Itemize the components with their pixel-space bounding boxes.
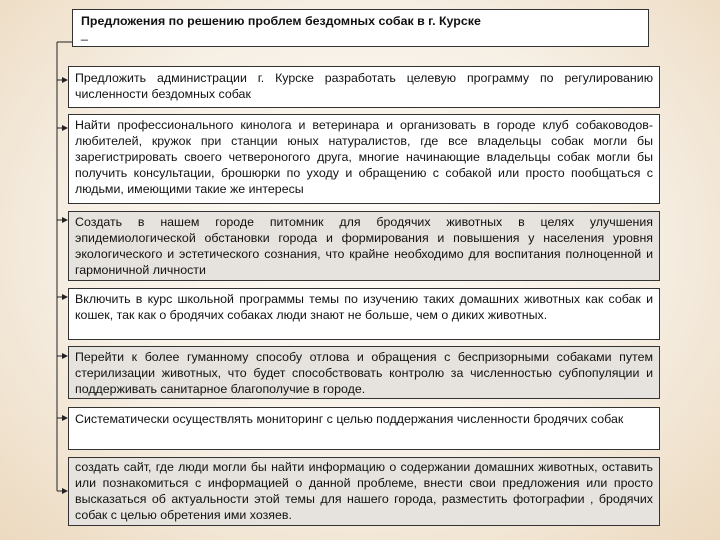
proposal-text: Систематически осуществлять мониторинг с целью поддержания численности бродячих собак <box>75 412 624 426</box>
proposal-text: Предложить администрации г. Курске разработать целевую программу по регулированию численности бездомных собак <box>75 71 653 101</box>
proposal-text: Найти профессионального кинолога и ветеринара и организовать в городе клуб собаководов-любителей, кружок при станции юных натуралистов, где все владельцы собак могли бы зарегистрировать своего четвероногого друга, многие начинающие владельцы собак могли бы получить консультации, брошюрки по уходу и обращению с собакой или просто пообщаться с людьми, имеющими такие же интересы <box>75 118 653 196</box>
proposal-text: Создать в нашем городе питомник для бродячих животных в целях улучшения эпидемиологической обстановки города и формирования и повышения у населения уровня экологического и эстетического сознания, что крайне необходимо для воспитания полноценной и гармоничной личности <box>75 215 653 277</box>
title-underscore-mark: _ <box>81 27 88 41</box>
proposal-text: Включить в курс школьной программы темы по изучению таких домашних животных как собак и кошек, так как о бродячих собаках люди знают не больше, чем о диких животных. <box>75 292 653 322</box>
proposal-box-website <box>68 457 660 526</box>
proposal-box-sterilization <box>68 346 660 399</box>
proposal-text: Перейти к более гуманному способу отлова и обращения с беспризорными собаками путем стерилизации животных, что будет способствовать контролю за численностью субпопуляции и поддерживать санитарное благополучие в городе. <box>75 350 653 396</box>
diagram-title-box <box>72 9 649 47</box>
connector-branches <box>57 80 63 491</box>
proposal-box-animal-shelter <box>68 211 660 281</box>
proposal-box-admin-program <box>68 66 660 108</box>
proposal-box-monitoring <box>68 407 660 450</box>
proposal-text: создать сайт, где люди могли бы найти информацию о содержании домашних животных, оставить или познакомиться с информацией о данной проблеме, внести свои предложения или просто высказаться об актуальности этой темы для нашего города, разместить фотографии , бродячих собак с целью обретения ими хозяев. <box>75 460 653 522</box>
proposal-box-school-program <box>68 288 660 340</box>
diagram-title: Предложения по решению проблем бездомных собак в г. Курске <box>81 14 481 28</box>
proposal-box-dog-club <box>68 114 660 204</box>
